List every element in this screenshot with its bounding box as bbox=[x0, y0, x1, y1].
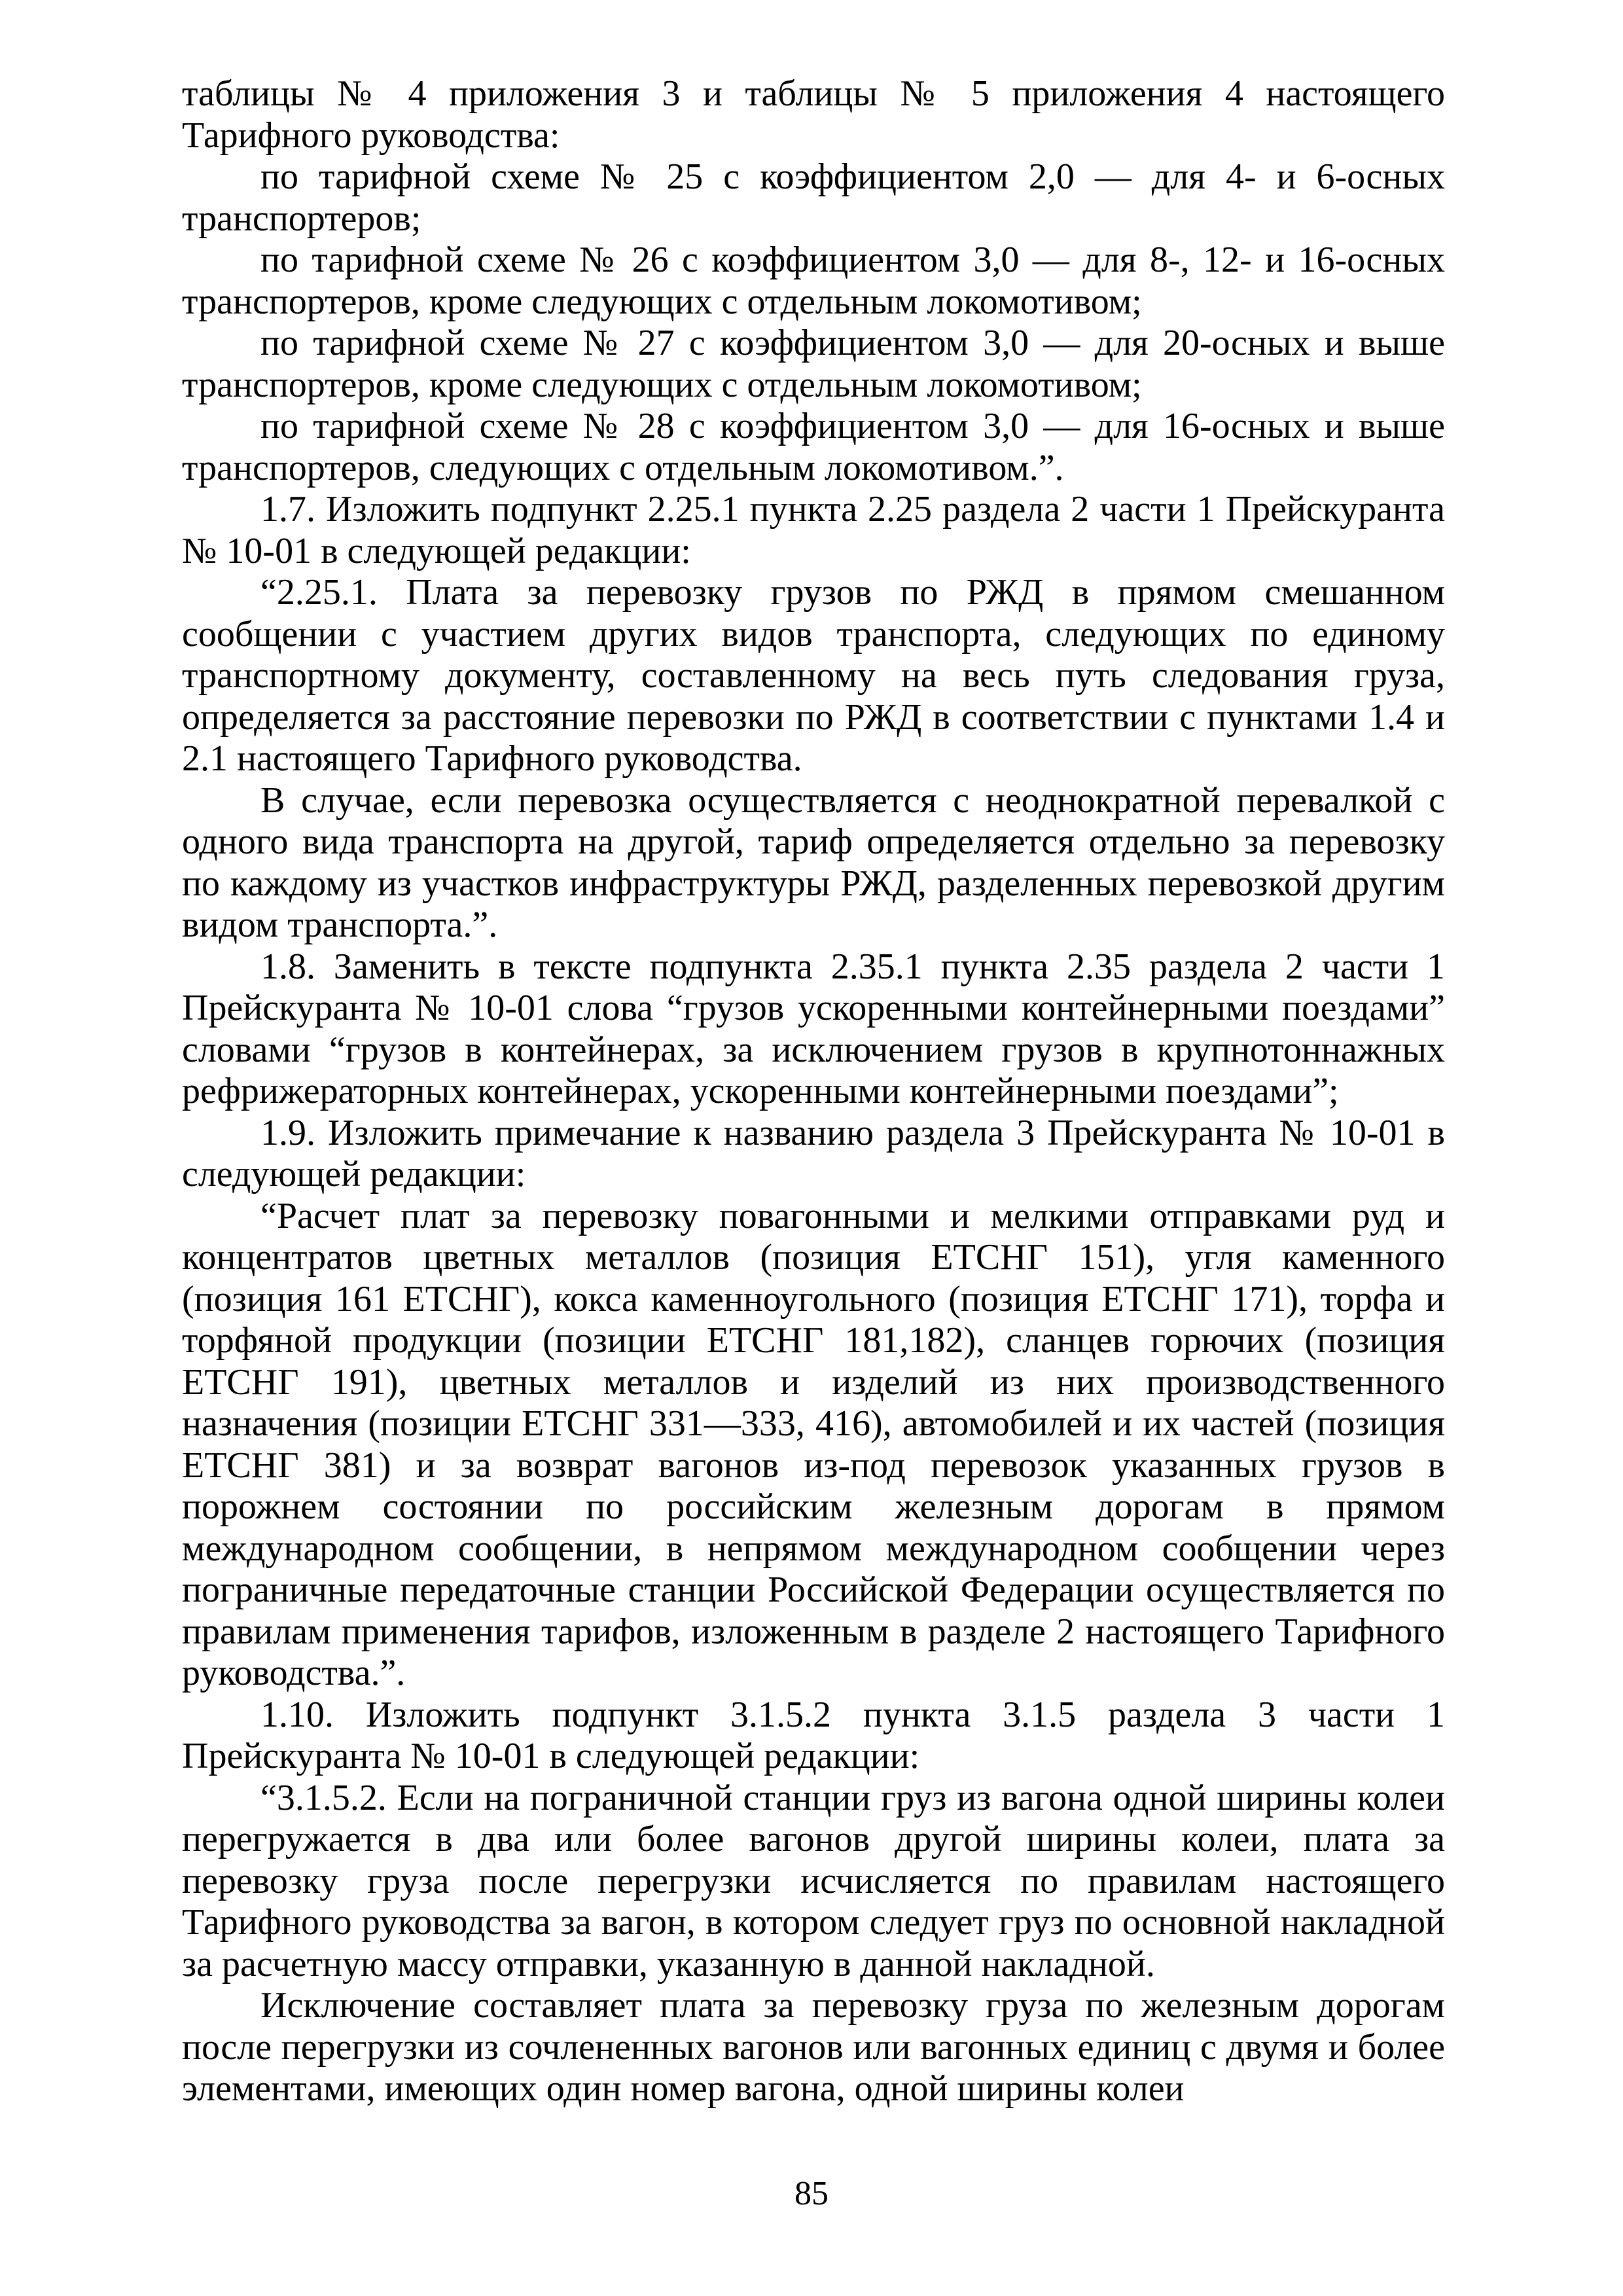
paragraph-2: по тарифной схеме № 25 с коэффициентом 2,0 — для 4- и 6-осных транспортеров; bbox=[182, 156, 1445, 239]
paragraph-4: по тарифной схеме № 27 с коэффициентом 3,0 — для 20-осных и выше транспортеров, кроме следующих с отдельным локомотивом; bbox=[182, 323, 1445, 405]
paragraph-3: по тарифной схеме № 26 с коэффициентом 3,0 — для 8-, 12- и 16-осных транспортеров, кроме следующих с отдельным локомотивом; bbox=[182, 240, 1445, 322]
document-page bbox=[182, 73, 1445, 2233]
paragraph-14: Исключение составляет плата за перевозку груза по железным дорогам после перегрузки из сочлененных вагонов или вагонных единиц с двумя и более элементами, имеющих один номер вагона, одной ширины колеи bbox=[182, 1985, 1445, 2109]
paragraph-12: 1.10. Изложить подпункт 3.1.5.2 пункта 3.1.5 раздела 3 части 1 Прейскуранта № 10-01 в следующей редакции: bbox=[182, 1694, 1445, 1776]
paragraph-6: 1.7. Изложить подпункт 2.25.1 пункта 2.25 раздела 2 части 1 Прейскуранта № 10-01 в следующей редакции: bbox=[182, 489, 1445, 571]
paragraph-10: 1.9. Изложить примечание к названию раздела 3 Прейскуранта № 10-01 в следующей редакции: bbox=[182, 1112, 1445, 1194]
page-number: 85 bbox=[794, 2175, 829, 2212]
paragraph-8: В случае, если перевозка осуществляется с неоднократной перевалкой с одного вида транспорта на другой, тариф определяется отдельно за перевозку по каждому из участков инфраструктуры РЖД, разделенных перевозкой другим видом транспорта.”. bbox=[182, 780, 1445, 945]
paragraph-11: “Расчет плат за перевозку повагонными и мелкими отправками руд и концентратов цветных металлов (позиция ЕТСНГ 151), угля каменного (позиция 161 ЕТСНГ), кокса каменноугольного (позиция ЕТСНГ 171), торфа и торфяной продукции (позиции ЕТСНГ 181,182), сланцев горючих (позиция ЕТСНГ 191), цветных металлов и изделий из них производственного назначения (позиции ЕТСНГ 331—333, 416), автомобилей и их частей (позиция ЕТСНГ 381) и за возврат вагонов из-под перевозок указанных грузов в порожнем состоянии по российским железным дорогам в прямом международном сообщении, в непрямом международном сообщении через пограничные передаточные станции Российской Федерации осуществляется по правилам применения тарифов, изложенным в разделе 2 настоящего Тарифного руководства.”. bbox=[182, 1195, 1445, 1693]
paragraph-13: “3.1.5.2. Если на пограничной станции груз из вагона одной ширины колеи перегружается в два или более вагонов другой ширины колеи, плата за перевозку груза после перегрузки исчисляется по правилам настоящего Тарифного руководства за вагон, в котором следует груз по основной накладной за расчетную массу отправки, указанную в данной накладной. bbox=[182, 1777, 1445, 1984]
paragraph-9: 1.8. Заменить в тексте подпункта 2.35.1 пункта 2.35 раздела 2 части 1 Прейскуранта № 10-01 слова “грузов ускоренными контейнерными поездами” словами “грузов в контейнерах, за исключением грузов в крупнотоннажных рефрижераторных контейнерах, ускоренными контейнерными поездами”; bbox=[182, 946, 1445, 1111]
paragraph-1: таблицы № 4 приложения 3 и таблицы № 5 приложения 4 настоящего Тарифного руководства: bbox=[182, 73, 1445, 156]
paragraph-5: по тарифной схеме № 28 с коэффициентом 3,0 — для 16-осных и выше транспортеров, следующих с отдельным локомотивом.”. bbox=[182, 406, 1445, 488]
paragraph-7: “2.25.1. Плата за перевозку грузов по РЖД в прямом смешанном сообщении с участием других видов транспорта, следующих по единому транспортному документу, составленному на весь путь следования груза, определяется за расстояние перевозки по РЖД в соответствии с пунктами 1.4 и 2.1 настоящего Тарифного руководства. bbox=[182, 572, 1445, 779]
